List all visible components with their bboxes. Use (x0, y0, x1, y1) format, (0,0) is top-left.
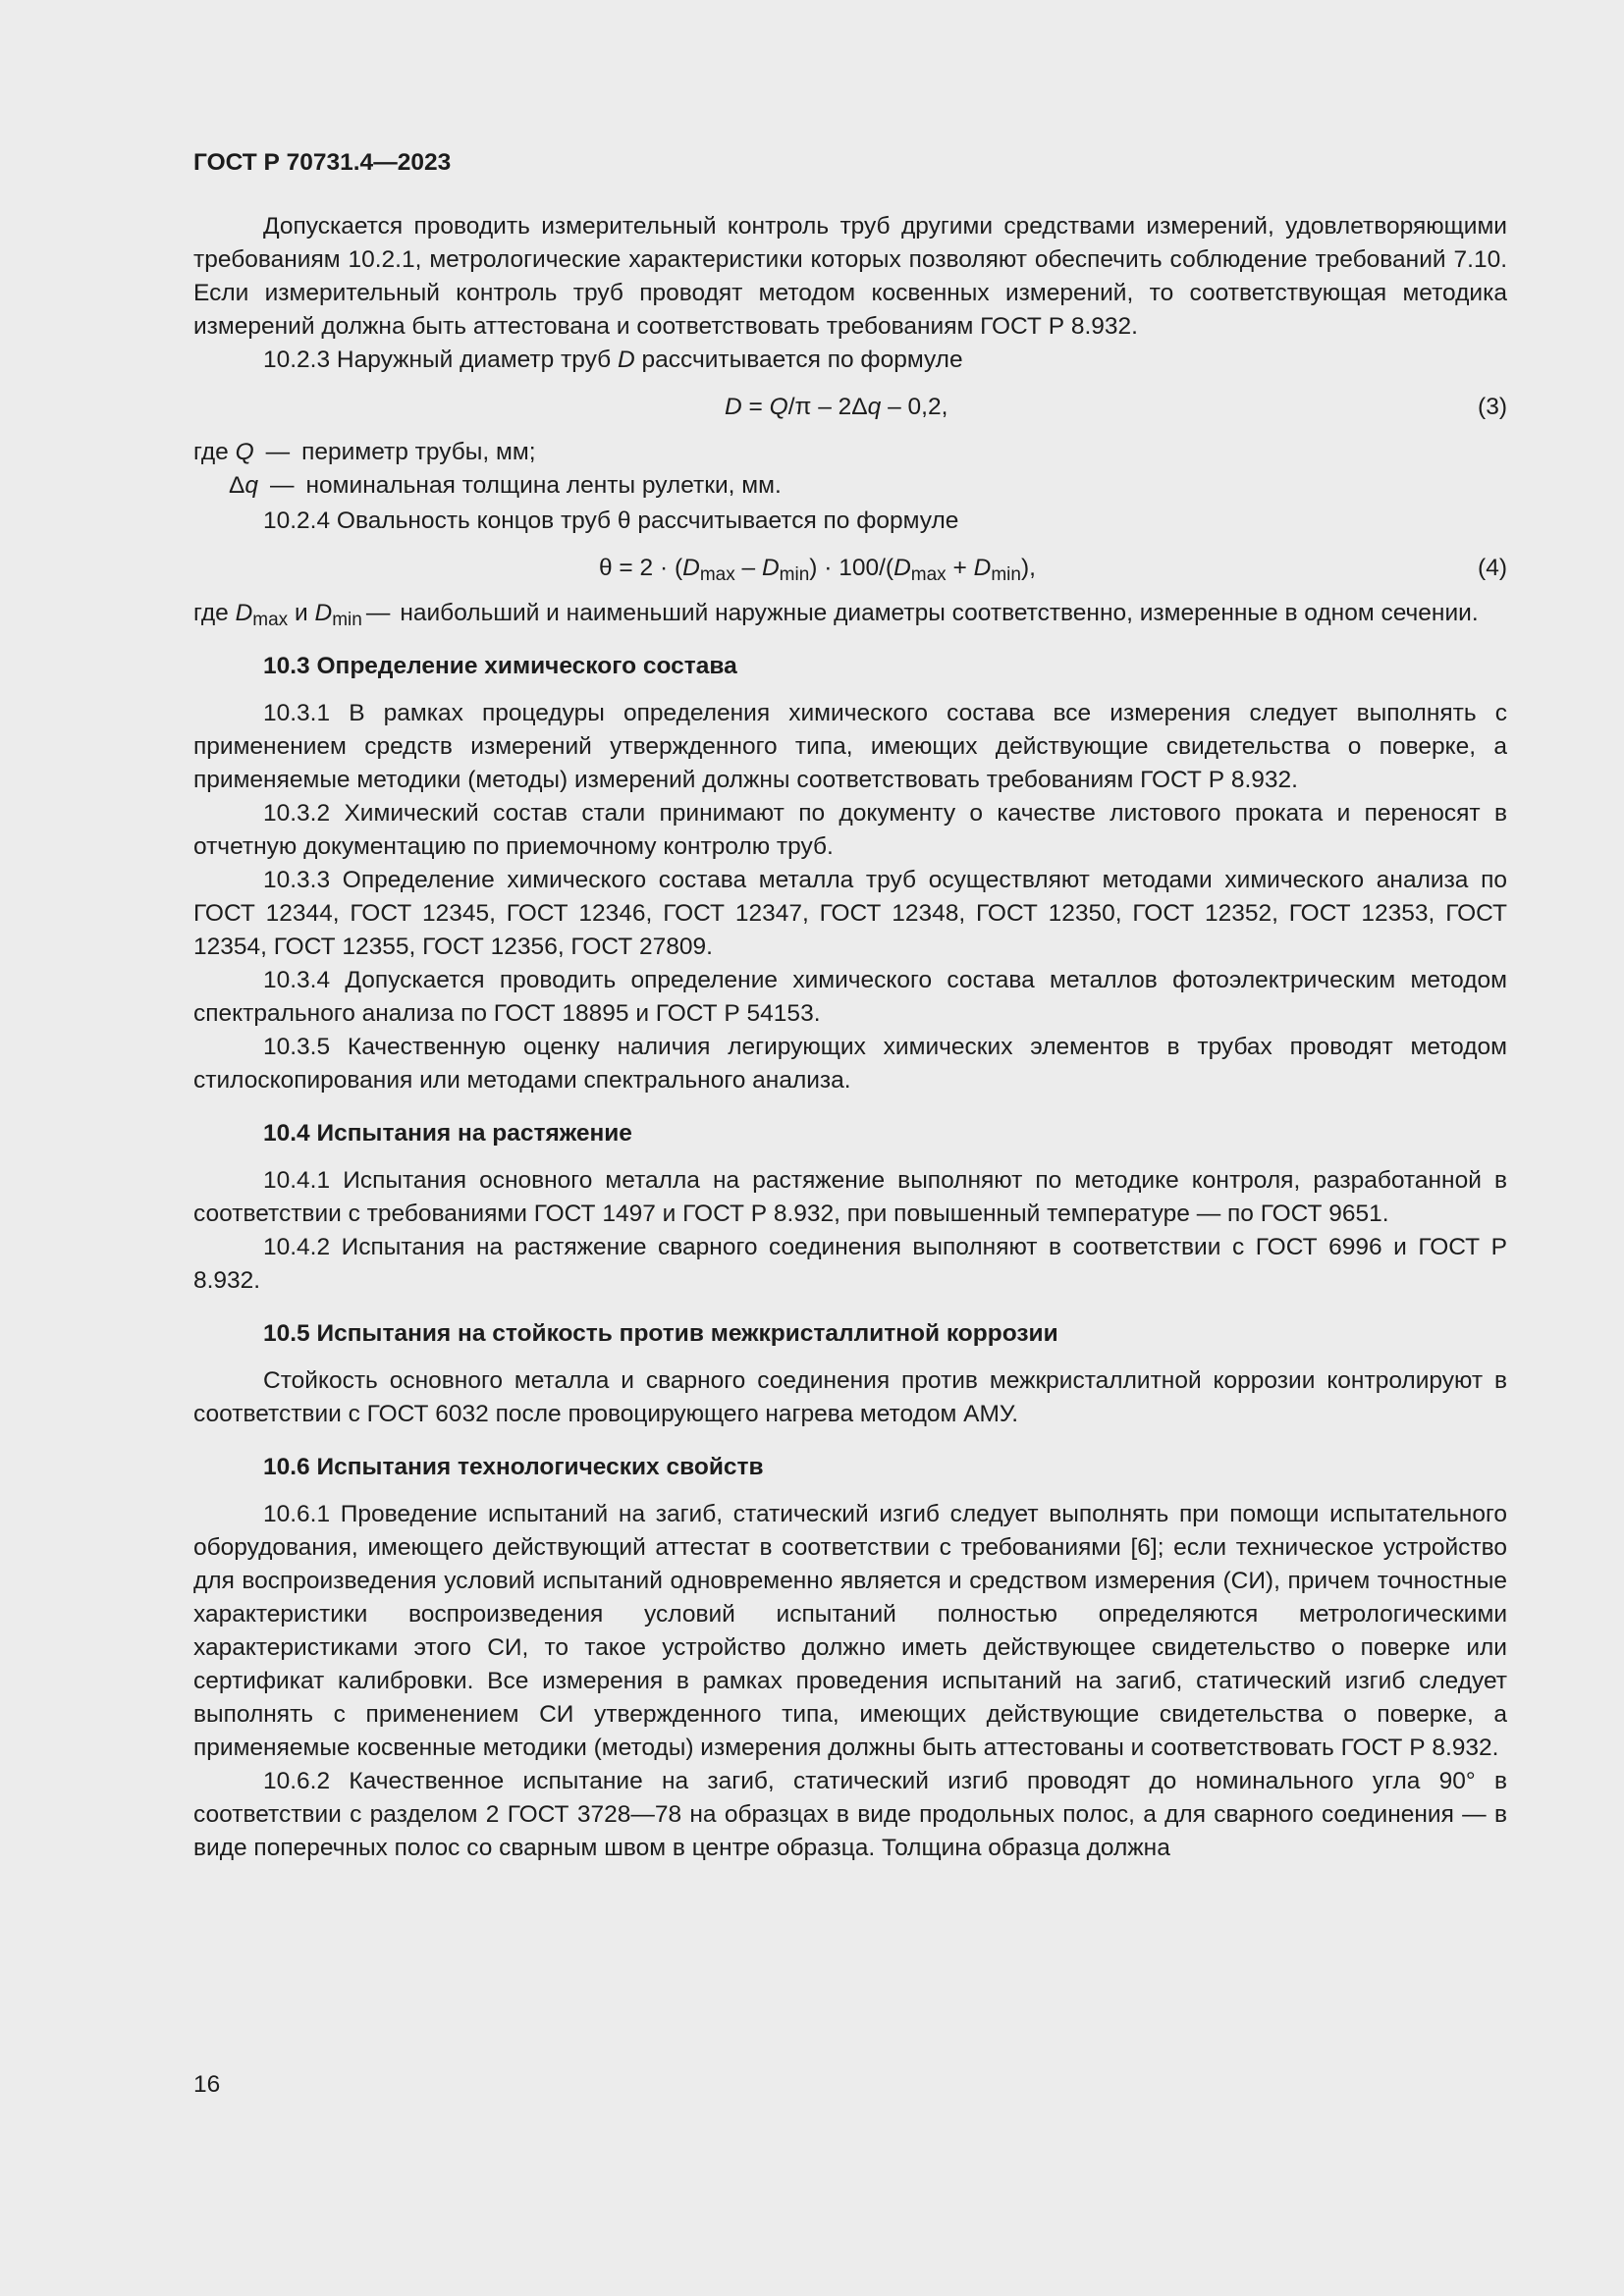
formula-4-expression: $\theta = 2 \cdot (D_{max} - D_{min}) \cdot 100/(D_{max} + D_{min})$, (599, 555, 1036, 585)
section-10-3-title: 10.3 Определение химического состава (263, 653, 737, 679)
section-10-6-title: 10.6 Испытания технологических свойств (263, 1454, 764, 1480)
paragraph-10-3-4: 10.3.4 Допускается проводить определение химического состава металлов фотоэлектрическим методом спектрального анализа по ГОСТ 18895 и ГОСТ Р 54153. (193, 967, 1507, 1027)
paragraph-10-3-1: 10.3.1 В рамках процедуры определения химического состава все измерения следует выполнять с применением средств измерений утвержденного типа, имеющих действующие свидетельства о поверке, а применяемые методики (методы) измерений должны соответствовать требованиям ГОСТ Р 8.932. (193, 700, 1507, 793)
formula-4-number: (4) (1478, 555, 1507, 581)
paragraph-10-3-5: 10.3.5 Качественную оценку наличия легирующих химических элементов в трубах проводят методом стилоскопирования или методами спектрального анализа. (193, 1034, 1507, 1094)
paragraph-10-4-1: 10.4.1 Испытания основного металла на растяжение выполняют по методике контроля, разработанной в соответствии с требованиями ГОСТ 1497 и ГОСТ Р 8.932, при повышенный температуре — по ГОСТ 9651. (193, 1167, 1507, 1227)
paragraph-10-2-4: 10.2.4 Овальность концов труб θ рассчитывается по формуле (263, 507, 959, 534)
formula-3 (193, 389, 1507, 426)
formula-3-number: (3) (1478, 394, 1507, 420)
paragraph-10-3-2: 10.3.2 Химический состав стали принимают по документу о качестве листового проката и переносят в отчетную документацию по приемочному контролю труб. (193, 800, 1507, 860)
page-number: 16 (193, 2071, 221, 2098)
section-10-5-title: 10.5 Испытания на стойкость против межкристаллитной коррозии (263, 1320, 1058, 1347)
paragraph-intro: Допускается проводить измерительный контроль труб другими средствами измерений, удовлетворяющими требованиям 10.2.1, метрологические характеристики которых позволяют обеспечить соблюдение требований 7.10. Если измерительный контроль труб проводят методом косвенных измерений, то соответствующая методика измерений должна быть аттестована и соответствовать требованиям ГОСТ Р 8.932. (193, 213, 1507, 340)
where-4: где $D_{max}$ и $D_{min}$ — наибольший и наименьший наружные диаметры соответственно, измеренные в одном сечении. (193, 600, 1479, 630)
paragraph-10-6-2: 10.6.2 Качественное испытание на загиб, статический изгиб проводят до номинального угла 90° в соответствии с разделом 2 ГОСТ 3728—78 на образцах в виде продольных полос, а для сварного соединения — в виде поперечных полос со сварным швом в центре образца. Толщина образца должна (193, 1768, 1507, 1861)
formula-3-expression: D = Q/π – 2Δq – 0,2, (725, 394, 948, 420)
paragraph-10-3-3: 10.3.3 Определение химического состава металла труб осуществляют методами химического анализа по ГОСТ 12344, ГОСТ 12345, ГОСТ 12346, ГОСТ 12347, ГОСТ 12348, ГОСТ 12350, ГОСТ 12352, ГОСТ 12353, ГОСТ 12354, ГОСТ 12355, ГОСТ 12356, ГОСТ 27809. (193, 867, 1507, 960)
paragraph-10-6-1: 10.6.1 Проведение испытаний на загиб, статический изгиб следует выполнять при помощи испытательного оборудования, имеющего действующий аттестат в соответствии с требованиями [6]; если техническое устройство для воспроизведения условий испытаний одновременно является и средством измерения (СИ), причем точностные характеристики воспроизведения условий испытаний полностью определяются метрологическими характеристиками этого СИ, то такое устройство должно иметь действующее свидетельство о поверке или сертификат калибровки. Все измерения в рамках проведения испытаний на загиб, статический изгиб следует выполнять с применением СИ утвержденного типа, имеющих действующие свидетельства о поверке, а применяемые косвенные методики (методы) измерения должны быть аттестованы и соответствовать ГОСТ Р 8.932. (193, 1501, 1507, 1761)
where-3-row-2: Δq — номинальная толщина ленты рулетки, мм. (229, 472, 782, 499)
document-page (193, 145, 1507, 1865)
where-3-row-1: где Q — периметр трубы, мм; (193, 439, 536, 465)
paragraph-10-2-3: 10.2.3 Наружный диаметр труб D рассчитывается по формуле (263, 347, 963, 373)
document-code: ГОСТ Р 70731.4—2023 (193, 149, 452, 176)
paragraph-10-5: Стойкость основного металла и сварного соединения против межкристаллитной коррозии контролируют в соответствии с ГОСТ 6032 после провоцирующего нагрева методом АМУ. (193, 1367, 1507, 1427)
section-10-4-title: 10.4 Испытания на растяжение (263, 1120, 632, 1147)
formula-4 (193, 550, 1507, 587)
paragraph-10-4-2: 10.4.2 Испытания на растяжение сварного соединения выполняют в соответствии с ГОСТ 6996 и ГОСТ Р 8.932. (193, 1234, 1507, 1294)
